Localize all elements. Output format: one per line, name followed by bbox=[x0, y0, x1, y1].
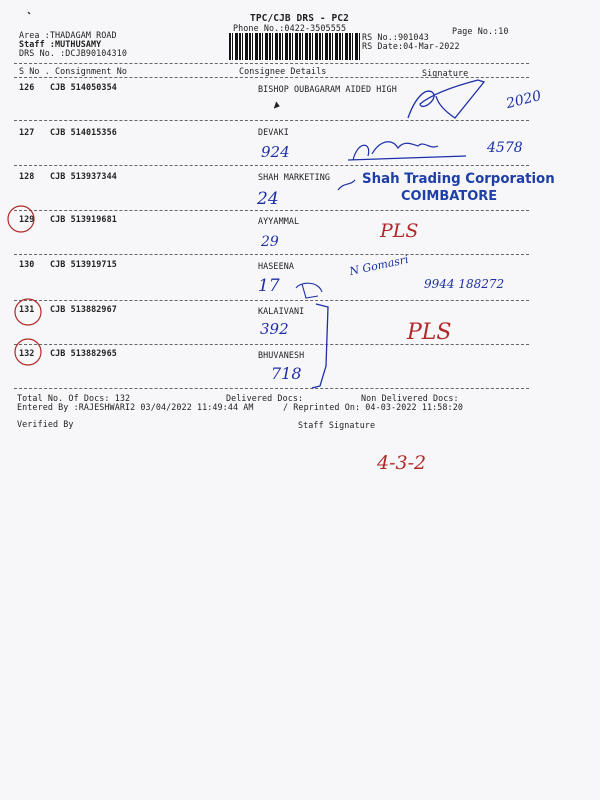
row-consignment: CJB 513937344 bbox=[50, 171, 117, 181]
handwritten-note: 392 bbox=[260, 320, 289, 338]
column-header-signature: Signature bbox=[422, 68, 469, 78]
row-consignment: CJB 514015356 bbox=[50, 127, 117, 137]
page-number: Page No.:10 bbox=[452, 26, 509, 36]
bracket-mark bbox=[312, 304, 328, 388]
row-consignee: BHUVANESH bbox=[258, 350, 305, 360]
reprinted-on: / Reprinted On: 04-03-2022 11:58:20 bbox=[283, 402, 463, 412]
row-sno: 127 bbox=[19, 127, 35, 137]
row-consignment: CJB 513882967 bbox=[50, 304, 117, 314]
circle-mark-row129 bbox=[8, 206, 34, 232]
handwritten-note: N Gomasri bbox=[348, 252, 410, 279]
row-consignee: HASEENA bbox=[258, 261, 294, 271]
handwritten-note: 17 bbox=[258, 276, 280, 296]
handwritten-note: PLS bbox=[407, 320, 452, 345]
rs-date: RS Date:04-Mar-2022 bbox=[362, 41, 460, 51]
staff-label: Staff :MUTHUSAMY bbox=[19, 39, 102, 49]
drs-number: DRS No. :DCJB90104310 bbox=[19, 48, 127, 58]
row-consignment: CJB 513919715 bbox=[50, 259, 117, 269]
row-consignment: CJB 513919681 bbox=[50, 214, 117, 224]
delivered-docs: Delivered Docs: bbox=[226, 393, 304, 403]
stray-mark bbox=[28, 12, 30, 14]
circle-mark-row132 bbox=[15, 339, 41, 365]
row-consignment: CJB 513882965 bbox=[50, 348, 117, 358]
handwritten-note: 4578 bbox=[487, 140, 523, 156]
document-title: TPC/CJB DRS - PC2 bbox=[250, 13, 349, 24]
circle-mark-row131 bbox=[15, 299, 41, 325]
row-consignee: DEVAKI bbox=[258, 127, 289, 137]
handwritten-note: 29 bbox=[261, 234, 279, 250]
area-label: Area :THADAGAM ROAD bbox=[19, 30, 117, 40]
signature-row127 bbox=[348, 142, 466, 160]
row-sno: 130 bbox=[19, 259, 35, 269]
handwritten-note: 24 bbox=[257, 189, 279, 209]
company-stamp-name: Shah Trading Corporation bbox=[362, 171, 555, 187]
handwritten-note: 4-3-2 bbox=[377, 452, 427, 474]
row-sno: 126 bbox=[19, 82, 35, 92]
entered-by: Entered By :RAJESHWARI2 03/04/2022 11:49:44 AM bbox=[17, 402, 254, 412]
row-sno: 132 bbox=[19, 348, 35, 358]
row-sno: 129 bbox=[19, 214, 35, 224]
handwritten-note: 9944 188272 bbox=[424, 277, 505, 291]
handwritten-note: PLS bbox=[380, 220, 419, 242]
column-header-consignment: S No . Consignment No bbox=[19, 66, 127, 76]
signature-row126 bbox=[408, 80, 484, 118]
total-docs: Total No. Of Docs: 132 bbox=[17, 393, 131, 403]
row-sno: 128 bbox=[19, 171, 35, 181]
row-consignee: BISHOP OUBAGARAM AIDED HIGH bbox=[258, 84, 397, 94]
row-sno: 131 bbox=[19, 304, 35, 314]
verified-by: Verified By bbox=[17, 419, 74, 429]
staff-signature-label: Staff Signature bbox=[298, 420, 376, 430]
row-consignee: KALAIVANI bbox=[258, 306, 305, 316]
tick-mark bbox=[274, 102, 279, 108]
signature-row130 bbox=[296, 283, 322, 298]
handwritten-note: 924 bbox=[261, 143, 290, 161]
phone-number: Phone No.:0422-3505555 bbox=[233, 23, 347, 33]
row-consignee: AYYAMMAL bbox=[258, 216, 300, 226]
signature-row128 bbox=[338, 180, 355, 190]
row-consignee: SHAH MARKETING bbox=[258, 172, 330, 182]
column-header-consignee: Consignee Details bbox=[239, 66, 327, 76]
handwritten-note: 2020 bbox=[504, 87, 544, 113]
company-stamp-city: COIMBATORE bbox=[401, 189, 498, 204]
handwritten-note: 718 bbox=[271, 364, 302, 383]
row-consignment: CJB 514050354 bbox=[50, 82, 117, 92]
non-delivered-docs: Non Delivered Docs: bbox=[361, 393, 459, 403]
rs-number: RS No.:901043 bbox=[362, 32, 429, 42]
